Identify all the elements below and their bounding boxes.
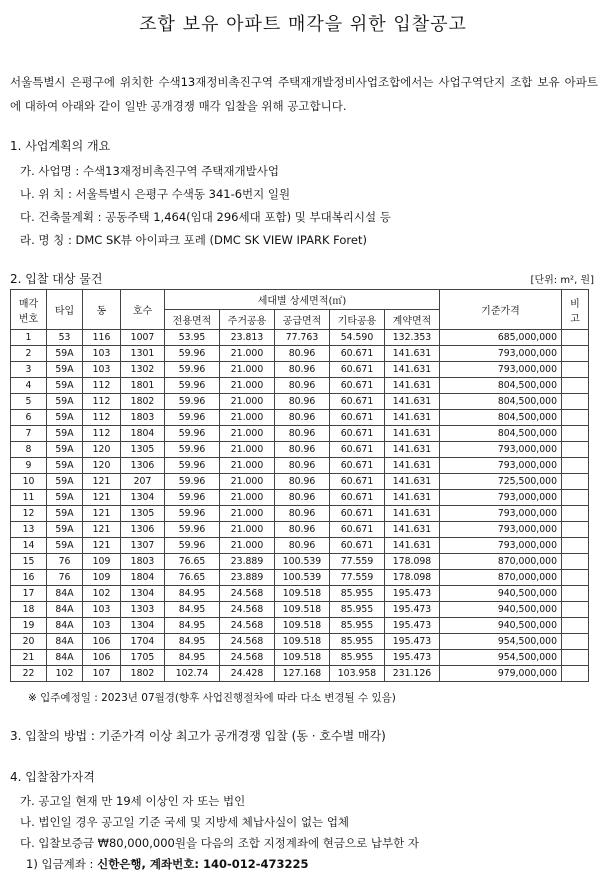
- table-cell: 60.671: [330, 458, 385, 474]
- table-cell: 77.559: [330, 570, 385, 586]
- table-cell: 127.168: [275, 666, 330, 682]
- table-cell: 85.955: [330, 618, 385, 634]
- table-cell: 1304: [121, 586, 165, 602]
- table-row: [11, 442, 589, 458]
- section3-heading: 3. 입찰의 방법 : 기준가격 이상 최고가 공개경쟁 입찰 (동 · 호수별 매각): [10, 729, 386, 743]
- table-cell: 231.126: [385, 666, 440, 682]
- table-cell: 21: [11, 650, 47, 666]
- table-cell: 2: [11, 346, 47, 362]
- section4-items: [20, 791, 419, 875]
- table-cell: 59A: [47, 346, 83, 362]
- table-cell: 1804: [121, 570, 165, 586]
- table-cell: 59A: [47, 426, 83, 442]
- table-cell: 106: [83, 650, 121, 666]
- table-cell: 59A: [47, 522, 83, 538]
- table-cell: 60.671: [330, 490, 385, 506]
- table-cell: 103: [83, 602, 121, 618]
- table-cell: 24.568: [220, 634, 275, 650]
- table-cell: 85.955: [330, 586, 385, 602]
- table-cell: 1303: [121, 602, 165, 618]
- table-cell: [562, 618, 589, 634]
- table-cell: 80.96: [275, 346, 330, 362]
- table-cell: 103: [83, 362, 121, 378]
- account-value: 신한은행, 계좌번호: 140-012-473225: [97, 857, 309, 871]
- section1-items: [20, 160, 391, 252]
- table-cell: 17: [11, 586, 47, 602]
- table-cell: 23.889: [220, 554, 275, 570]
- table-cell: 195.473: [385, 586, 440, 602]
- table-cell: 11: [11, 490, 47, 506]
- table-cell: [562, 650, 589, 666]
- table-cell: 141.631: [385, 346, 440, 362]
- table-cell: 109.518: [275, 618, 330, 634]
- property-table: [10, 289, 589, 682]
- table-cell: 1305: [121, 506, 165, 522]
- table-cell: 793,000,000: [440, 506, 562, 522]
- table-row: [11, 426, 589, 442]
- table-cell: 141.631: [385, 442, 440, 458]
- table-cell: 121: [83, 538, 121, 554]
- table-cell: 102: [47, 666, 83, 682]
- table-cell: 80.96: [275, 458, 330, 474]
- table-cell: 954,500,000: [440, 634, 562, 650]
- table-cell: 59.96: [165, 474, 220, 490]
- table-cell: 8: [11, 442, 47, 458]
- table-cell: 10: [11, 474, 47, 490]
- table-row: [11, 490, 589, 506]
- table-cell: 195.473: [385, 602, 440, 618]
- table-cell: 85.955: [330, 602, 385, 618]
- table-cell: [562, 666, 589, 682]
- table-cell: 132.353: [385, 330, 440, 346]
- table-cell: [562, 602, 589, 618]
- table-cell: 18: [11, 602, 47, 618]
- table-cell: [562, 330, 589, 346]
- table-cell: 21.000: [220, 458, 275, 474]
- section4-item: 가. 공고일 현재 만 19세 이상인 자 또는 법인: [20, 794, 246, 808]
- table-cell: 21.000: [220, 426, 275, 442]
- table-cell: 76: [47, 554, 83, 570]
- table-cell: 107: [83, 666, 121, 682]
- move-in-note: ※ 입주예정일 : 2023년 07월경(향후 사업진행절차에 따라 다소 변경될 수 있음): [28, 692, 396, 704]
- header-area-group: 세대별 상세면적(㎡): [165, 290, 440, 310]
- intro-text: 서울특별시 은평구에 위치한 수색13재정비촉진구역 주택재개발정비사업조합에서는 사업구역단지 조합 보유 아파트에 대하여 아래와 같이 일반 공개경쟁 매각 입찰을 위해 공고합니다.: [10, 75, 598, 113]
- section1-item: 다. 건축물계획 : 공동주택 1,464(임대 296세대 포함) 및 부대복리시설 등: [20, 210, 391, 224]
- header-ho: 호수: [121, 290, 165, 330]
- table-cell: 60.671: [330, 378, 385, 394]
- table-cell: 1804: [121, 426, 165, 442]
- table-cell: 1: [11, 330, 47, 346]
- table-cell: 870,000,000: [440, 570, 562, 586]
- table-cell: 80.96: [275, 474, 330, 490]
- table-cell: 804,500,000: [440, 378, 562, 394]
- table-cell: 141.631: [385, 410, 440, 426]
- table-cell: 112: [83, 394, 121, 410]
- table-cell: 100.539: [275, 570, 330, 586]
- table-row: [11, 602, 589, 618]
- table-cell: 59.96: [165, 378, 220, 394]
- table-cell: 59A: [47, 490, 83, 506]
- table-cell: [562, 586, 589, 602]
- section4-heading: 4. 입찰참가자격: [10, 770, 95, 784]
- table-cell: 59A: [47, 506, 83, 522]
- table-body: [11, 330, 589, 682]
- table-cell: 103: [83, 346, 121, 362]
- section4-item: 다. 입찰보증금 ₩80,000,000원을 다음의 조합 지정계좌에 현금으로 납부한 자: [20, 836, 419, 850]
- table-cell: 59A: [47, 378, 83, 394]
- table-cell: [562, 458, 589, 474]
- table-row: [11, 474, 589, 490]
- table-cell: 1705: [121, 650, 165, 666]
- table-cell: 16: [11, 570, 47, 586]
- table-cell: 141.631: [385, 490, 440, 506]
- table-cell: 76.65: [165, 554, 220, 570]
- table-cell: 1304: [121, 490, 165, 506]
- table-cell: 112: [83, 410, 121, 426]
- table-cell: 24.568: [220, 618, 275, 634]
- table-cell: 685,000,000: [440, 330, 562, 346]
- header-price: 기준가격: [440, 290, 562, 330]
- table-cell: 3: [11, 362, 47, 378]
- table-cell: 940,500,000: [440, 586, 562, 602]
- table-cell: 112: [83, 378, 121, 394]
- table-cell: 979,000,000: [440, 666, 562, 682]
- table-cell: [562, 442, 589, 458]
- table-cell: 60.671: [330, 442, 385, 458]
- table-cell: 121: [83, 490, 121, 506]
- table-cell: 53.95: [165, 330, 220, 346]
- table-cell: 6: [11, 410, 47, 426]
- table-cell: 109: [83, 554, 121, 570]
- table-cell: 84A: [47, 586, 83, 602]
- table-cell: 84.95: [165, 634, 220, 650]
- table-row: [11, 506, 589, 522]
- table-cell: 77.559: [330, 554, 385, 570]
- table-cell: 793,000,000: [440, 538, 562, 554]
- table-cell: 59.96: [165, 522, 220, 538]
- section1-item: 가. 사업명 : 수색13재정비촉진구역 주택재개발사업: [20, 164, 279, 178]
- table-cell: 121: [83, 522, 121, 538]
- table-cell: 106: [83, 634, 121, 650]
- table-cell: 178.098: [385, 570, 440, 586]
- table-cell: 207: [121, 474, 165, 490]
- table-cell: [562, 410, 589, 426]
- table-cell: 80.96: [275, 506, 330, 522]
- table-cell: [562, 426, 589, 442]
- table-cell: 21.000: [220, 490, 275, 506]
- table-cell: 141.631: [385, 394, 440, 410]
- table-cell: 77.763: [275, 330, 330, 346]
- table-cell: 1803: [121, 554, 165, 570]
- table-cell: 60.671: [330, 362, 385, 378]
- table-cell: 9: [11, 458, 47, 474]
- table-cell: 109.518: [275, 634, 330, 650]
- table-cell: 80.96: [275, 442, 330, 458]
- table-cell: 1305: [121, 442, 165, 458]
- table-cell: 793,000,000: [440, 522, 562, 538]
- table-cell: 59.96: [165, 458, 220, 474]
- account-line: [20, 854, 419, 875]
- table-cell: 1007: [121, 330, 165, 346]
- table-cell: 60.671: [330, 426, 385, 442]
- table-row: [11, 586, 589, 602]
- table-cell: 120: [83, 458, 121, 474]
- table-cell: 21.000: [220, 346, 275, 362]
- table-cell: 59A: [47, 538, 83, 554]
- unit-label: [단위: m², 원]: [530, 275, 594, 286]
- table-cell: [562, 346, 589, 362]
- table-cell: 103: [83, 618, 121, 634]
- table-cell: 85.955: [330, 650, 385, 666]
- header-area-col: 기타공용: [330, 310, 385, 330]
- table-cell: 80.96: [275, 378, 330, 394]
- table-cell: 24.568: [220, 602, 275, 618]
- table-cell: 84A: [47, 602, 83, 618]
- table-cell: 141.631: [385, 538, 440, 554]
- table-cell: [562, 570, 589, 586]
- header-area-col: 전용면적: [165, 310, 220, 330]
- table-cell: 1306: [121, 458, 165, 474]
- table-cell: 12: [11, 506, 47, 522]
- table-cell: 23.813: [220, 330, 275, 346]
- table-row: [11, 634, 589, 650]
- table-cell: 793,000,000: [440, 346, 562, 362]
- table-cell: 940,500,000: [440, 618, 562, 634]
- table-cell: 80.96: [275, 490, 330, 506]
- table-row: [11, 346, 589, 362]
- table-row: [11, 410, 589, 426]
- table-cell: 1803: [121, 410, 165, 426]
- table-cell: 121: [83, 474, 121, 490]
- table-cell: 60.671: [330, 522, 385, 538]
- table-cell: 793,000,000: [440, 442, 562, 458]
- table-row: [11, 554, 589, 570]
- table-cell: 60.671: [330, 474, 385, 490]
- header-no: 매각 번호: [11, 290, 47, 330]
- table-cell: 59A: [47, 394, 83, 410]
- table-cell: 59A: [47, 410, 83, 426]
- table-row: [11, 330, 589, 346]
- table-cell: 76: [47, 570, 83, 586]
- table-cell: 804,500,000: [440, 394, 562, 410]
- table-cell: 102.74: [165, 666, 220, 682]
- table-cell: [562, 490, 589, 506]
- table-cell: 120: [83, 442, 121, 458]
- table-cell: 60.671: [330, 506, 385, 522]
- table-cell: 112: [83, 426, 121, 442]
- page-title: 조합 보유 아파트 매각을 위한 입찰공고: [139, 14, 467, 35]
- table-cell: 59A: [47, 442, 83, 458]
- table-cell: 21.000: [220, 538, 275, 554]
- table-cell: 59.96: [165, 490, 220, 506]
- table-cell: 178.098: [385, 554, 440, 570]
- table-cell: 59.96: [165, 442, 220, 458]
- section1-item: 나. 위 치 : 서울특별시 은평구 수색동 341-6번지 일원: [20, 187, 291, 201]
- table-cell: 21.000: [220, 378, 275, 394]
- table-cell: 7: [11, 426, 47, 442]
- table-cell: 13: [11, 522, 47, 538]
- table-cell: [562, 474, 589, 490]
- table-cell: 121: [83, 506, 121, 522]
- table-cell: 59A: [47, 362, 83, 378]
- table-cell: 102: [83, 586, 121, 602]
- header-area-col: 주거공용: [220, 310, 275, 330]
- table-cell: 5: [11, 394, 47, 410]
- table-cell: 22: [11, 666, 47, 682]
- table-cell: 80.96: [275, 522, 330, 538]
- table-cell: 60.671: [330, 410, 385, 426]
- table-cell: 24.568: [220, 650, 275, 666]
- table-cell: 21.000: [220, 522, 275, 538]
- intro-paragraph: [10, 70, 598, 118]
- table-cell: 80.96: [275, 538, 330, 554]
- header-area-col: 계약면적: [385, 310, 440, 330]
- table-cell: 21.000: [220, 474, 275, 490]
- table-cell: 59A: [47, 458, 83, 474]
- table-cell: 103.958: [330, 666, 385, 682]
- table-cell: 793,000,000: [440, 458, 562, 474]
- table-cell: [562, 554, 589, 570]
- table-cell: 80.96: [275, 426, 330, 442]
- table-cell: 84A: [47, 650, 83, 666]
- table-cell: 59.96: [165, 410, 220, 426]
- table-cell: 725,500,000: [440, 474, 562, 490]
- table-cell: 59.96: [165, 538, 220, 554]
- table-cell: 804,500,000: [440, 426, 562, 442]
- table-cell: 24.568: [220, 586, 275, 602]
- table-row: [11, 394, 589, 410]
- table-cell: 195.473: [385, 618, 440, 634]
- table-cell: 21.000: [220, 442, 275, 458]
- table-cell: 80.96: [275, 394, 330, 410]
- table-cell: 24.428: [220, 666, 275, 682]
- header-type: 타입: [47, 290, 83, 330]
- table-row: [11, 570, 589, 586]
- table-cell: 21.000: [220, 362, 275, 378]
- table-cell: [562, 634, 589, 650]
- header-note: 비 고: [562, 290, 589, 330]
- table-cell: 59.96: [165, 346, 220, 362]
- table-cell: 1704: [121, 634, 165, 650]
- table-cell: 84.95: [165, 602, 220, 618]
- table-cell: 141.631: [385, 458, 440, 474]
- table-cell: 195.473: [385, 634, 440, 650]
- table-cell: 804,500,000: [440, 410, 562, 426]
- table-cell: 1301: [121, 346, 165, 362]
- table-cell: 60.671: [330, 538, 385, 554]
- table-cell: 141.631: [385, 362, 440, 378]
- table-cell: [562, 506, 589, 522]
- table-cell: 59A: [47, 474, 83, 490]
- table-row: [11, 618, 589, 634]
- table-cell: 21.000: [220, 410, 275, 426]
- table-cell: 870,000,000: [440, 554, 562, 570]
- table-cell: 195.473: [385, 650, 440, 666]
- section1-heading: 1. 사업계획의 개요: [10, 139, 111, 153]
- table-cell: 60.671: [330, 394, 385, 410]
- table-cell: 80.96: [275, 410, 330, 426]
- table-cell: 20: [11, 634, 47, 650]
- table-cell: 4: [11, 378, 47, 394]
- table-cell: 59.96: [165, 394, 220, 410]
- table-cell: 793,000,000: [440, 490, 562, 506]
- table-cell: 109: [83, 570, 121, 586]
- table-cell: 141.631: [385, 378, 440, 394]
- table-cell: 21.000: [220, 394, 275, 410]
- table-cell: 60.671: [330, 346, 385, 362]
- table-cell: 109.518: [275, 602, 330, 618]
- table-cell: 141.631: [385, 506, 440, 522]
- table-cell: 1801: [121, 378, 165, 394]
- table-cell: 1307: [121, 538, 165, 554]
- table-cell: 59.96: [165, 506, 220, 522]
- header-area-col: 공급면적: [275, 310, 330, 330]
- table-cell: 54.590: [330, 330, 385, 346]
- table-cell: 109.518: [275, 586, 330, 602]
- table-cell: 116: [83, 330, 121, 346]
- table-cell: 85.955: [330, 634, 385, 650]
- section1-item: 라. 명 칭 : DMC SK뷰 아이파크 포레 (DMC SK VIEW IPARK Foret): [20, 233, 367, 247]
- table-cell: 954,500,000: [440, 650, 562, 666]
- table-cell: 141.631: [385, 426, 440, 442]
- table-cell: 100.539: [275, 554, 330, 570]
- table-cell: 19: [11, 618, 47, 634]
- table-cell: [562, 394, 589, 410]
- account-prefix: 1) 입금계좌 :: [26, 857, 98, 871]
- table-cell: 23.889: [220, 570, 275, 586]
- table-cell: 80.96: [275, 362, 330, 378]
- table-cell: 1302: [121, 362, 165, 378]
- table-cell: 84A: [47, 618, 83, 634]
- table-row: [11, 666, 589, 682]
- table-cell: 21.000: [220, 506, 275, 522]
- table-cell: 793,000,000: [440, 362, 562, 378]
- table-row: [11, 522, 589, 538]
- table-cell: 1802: [121, 666, 165, 682]
- table-cell: 1306: [121, 522, 165, 538]
- table-cell: 84.95: [165, 650, 220, 666]
- header-dong: 동: [83, 290, 121, 330]
- table-row: [11, 378, 589, 394]
- table-cell: 15: [11, 554, 47, 570]
- section2-heading: 2. 입찰 대상 물건: [10, 272, 103, 286]
- table-cell: 59.96: [165, 362, 220, 378]
- table-cell: 141.631: [385, 474, 440, 490]
- table-cell: 1802: [121, 394, 165, 410]
- table-cell: [562, 522, 589, 538]
- table-cell: 84.95: [165, 586, 220, 602]
- table-cell: 84A: [47, 634, 83, 650]
- table-cell: 14: [11, 538, 47, 554]
- table-cell: 76.65: [165, 570, 220, 586]
- table-cell: 84.95: [165, 618, 220, 634]
- table-cell: 141.631: [385, 522, 440, 538]
- table-cell: 59.96: [165, 426, 220, 442]
- table-cell: [562, 378, 589, 394]
- table-cell: [562, 538, 589, 554]
- table-cell: 1304: [121, 618, 165, 634]
- table-cell: 53: [47, 330, 83, 346]
- table-row: [11, 458, 589, 474]
- table-row: [11, 362, 589, 378]
- section4-item: 나. 법인일 경우 공고일 기준 국세 및 지방세 체납사실이 없는 업체: [20, 815, 350, 829]
- table-cell: [562, 362, 589, 378]
- table-row: [11, 650, 589, 666]
- table-cell: 940,500,000: [440, 602, 562, 618]
- table-row: [11, 538, 589, 554]
- table-cell: 109.518: [275, 650, 330, 666]
